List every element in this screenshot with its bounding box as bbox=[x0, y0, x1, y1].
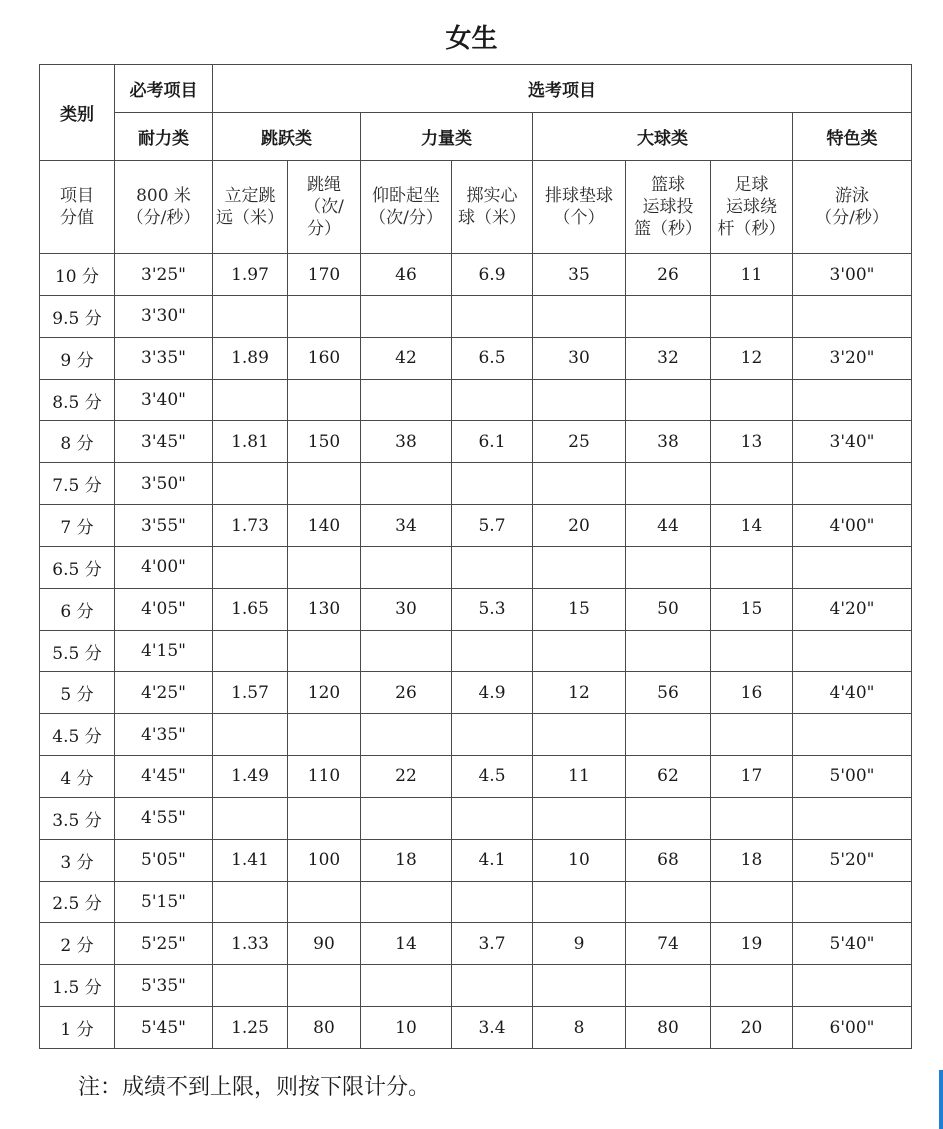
value-cell bbox=[452, 546, 533, 588]
value-cell bbox=[711, 714, 793, 756]
value-cell: 140 bbox=[288, 505, 361, 547]
score-cell: 6.5 分 bbox=[40, 546, 115, 588]
value-cell bbox=[213, 546, 288, 588]
item-soccer: 足球 运球绕 杆（秒） bbox=[711, 161, 793, 254]
value-cell bbox=[793, 546, 912, 588]
value-cell: 1.49 bbox=[213, 756, 288, 798]
value-cell bbox=[288, 463, 361, 505]
value-cell: 3'25" bbox=[115, 254, 213, 296]
value-cell: 10 bbox=[533, 839, 626, 881]
value-cell: 68 bbox=[626, 839, 711, 881]
item-volley: 排球垫球 （个） bbox=[533, 161, 626, 254]
value-cell: 74 bbox=[626, 923, 711, 965]
footnote: 注：成绩不到上限，则按下限计分。 bbox=[78, 1075, 431, 1100]
value-cell: 20 bbox=[711, 1007, 793, 1049]
value-cell: 9 bbox=[533, 923, 626, 965]
value-cell: 11 bbox=[711, 254, 793, 296]
item-swim: 游泳 （分/秒） bbox=[793, 161, 912, 254]
value-cell: 4'40" bbox=[793, 672, 912, 714]
value-cell bbox=[361, 295, 452, 337]
value-cell: 14 bbox=[361, 923, 452, 965]
value-cell bbox=[452, 797, 533, 839]
score-cell: 10 分 bbox=[40, 254, 115, 296]
table-row bbox=[40, 379, 912, 421]
value-cell bbox=[213, 463, 288, 505]
value-cell: 8 bbox=[533, 1007, 626, 1049]
value-cell: 56 bbox=[626, 672, 711, 714]
value-cell bbox=[288, 797, 361, 839]
value-cell bbox=[361, 379, 452, 421]
value-cell bbox=[711, 630, 793, 672]
value-cell: 120 bbox=[288, 672, 361, 714]
value-cell bbox=[288, 965, 361, 1007]
value-cell bbox=[213, 714, 288, 756]
score-cell: 7.5 分 bbox=[40, 463, 115, 505]
value-cell: 26 bbox=[361, 672, 452, 714]
value-cell bbox=[711, 797, 793, 839]
value-cell: 160 bbox=[288, 337, 361, 379]
value-cell bbox=[793, 881, 912, 923]
value-cell: 44 bbox=[626, 505, 711, 547]
value-cell: 62 bbox=[626, 756, 711, 798]
value-cell: 6'00" bbox=[793, 1007, 912, 1049]
value-cell bbox=[288, 295, 361, 337]
score-cell: 4.5 分 bbox=[40, 714, 115, 756]
value-cell bbox=[711, 965, 793, 1007]
value-cell: 4'55" bbox=[115, 797, 213, 839]
value-cell: 42 bbox=[361, 337, 452, 379]
value-cell: 3.7 bbox=[452, 923, 533, 965]
value-cell: 16 bbox=[711, 672, 793, 714]
value-cell: 4.5 bbox=[452, 756, 533, 798]
value-cell bbox=[213, 881, 288, 923]
value-cell: 3'00" bbox=[793, 254, 912, 296]
value-cell bbox=[533, 295, 626, 337]
value-cell: 10 bbox=[361, 1007, 452, 1049]
value-cell bbox=[711, 295, 793, 337]
value-cell: 25 bbox=[533, 421, 626, 463]
value-cell: 18 bbox=[361, 839, 452, 881]
value-cell: 5'25" bbox=[115, 923, 213, 965]
value-cell: 26 bbox=[626, 254, 711, 296]
value-cell bbox=[452, 463, 533, 505]
table-row bbox=[40, 463, 912, 505]
value-cell bbox=[793, 965, 912, 1007]
value-cell: 6.9 bbox=[452, 254, 533, 296]
value-cell bbox=[452, 965, 533, 1007]
item-medball: 掷实心 球（米） bbox=[452, 161, 533, 254]
table-row bbox=[40, 630, 912, 672]
value-cell bbox=[452, 630, 533, 672]
value-cell: 90 bbox=[288, 923, 361, 965]
value-cell bbox=[213, 379, 288, 421]
table-row bbox=[40, 546, 912, 588]
group-strength: 力量类 bbox=[361, 113, 533, 161]
score-cell: 9.5 分 bbox=[40, 295, 115, 337]
table-row bbox=[40, 672, 912, 714]
value-cell bbox=[626, 463, 711, 505]
value-cell: 30 bbox=[533, 337, 626, 379]
value-cell bbox=[288, 881, 361, 923]
value-cell: 1.41 bbox=[213, 839, 288, 881]
value-cell bbox=[361, 714, 452, 756]
score-cell: 3.5 分 bbox=[40, 797, 115, 839]
value-cell: 14 bbox=[711, 505, 793, 547]
value-cell: 18 bbox=[711, 839, 793, 881]
value-cell bbox=[288, 546, 361, 588]
table-row bbox=[40, 588, 912, 630]
value-cell bbox=[626, 714, 711, 756]
value-cell bbox=[288, 379, 361, 421]
value-cell: 50 bbox=[626, 588, 711, 630]
score-cell: 2 分 bbox=[40, 923, 115, 965]
group-ball: 大球类 bbox=[533, 113, 793, 161]
value-cell bbox=[213, 295, 288, 337]
value-cell bbox=[793, 714, 912, 756]
table-row bbox=[40, 797, 912, 839]
value-cell: 6.1 bbox=[452, 421, 533, 463]
value-cell bbox=[213, 965, 288, 1007]
value-cell: 4.9 bbox=[452, 672, 533, 714]
value-cell: 4'25" bbox=[115, 672, 213, 714]
score-cell: 5 分 bbox=[40, 672, 115, 714]
value-cell: 5'45" bbox=[115, 1007, 213, 1049]
item-header-row bbox=[40, 161, 912, 254]
table-row bbox=[40, 923, 912, 965]
item-basket: 篮球 运球投 篮（秒） bbox=[626, 161, 711, 254]
table-row bbox=[40, 1007, 912, 1049]
value-cell bbox=[626, 881, 711, 923]
value-cell: 110 bbox=[288, 756, 361, 798]
value-cell: 30 bbox=[361, 588, 452, 630]
value-cell: 5'40" bbox=[793, 923, 912, 965]
group-jump: 跳跃类 bbox=[213, 113, 361, 161]
value-cell: 1.33 bbox=[213, 923, 288, 965]
value-cell: 12 bbox=[711, 337, 793, 379]
group-special: 特色类 bbox=[793, 113, 912, 161]
value-cell: 1.97 bbox=[213, 254, 288, 296]
score-cell: 3 分 bbox=[40, 839, 115, 881]
value-cell: 5'15" bbox=[115, 881, 213, 923]
value-cell: 34 bbox=[361, 505, 452, 547]
item-score-label: 项目 分值 bbox=[40, 161, 115, 254]
value-cell bbox=[711, 463, 793, 505]
value-cell: 3'20" bbox=[793, 337, 912, 379]
value-cell bbox=[533, 546, 626, 588]
value-cell: 1.89 bbox=[213, 337, 288, 379]
value-cell: 5.7 bbox=[452, 505, 533, 547]
value-cell bbox=[626, 797, 711, 839]
value-cell bbox=[626, 965, 711, 1007]
value-cell: 13 bbox=[711, 421, 793, 463]
value-cell: 46 bbox=[361, 254, 452, 296]
optional-header: 选考项目 bbox=[213, 65, 912, 113]
value-cell bbox=[452, 295, 533, 337]
item-longjump: 立定跳 远（米） bbox=[213, 161, 288, 254]
value-cell: 11 bbox=[533, 756, 626, 798]
value-cell: 1.73 bbox=[213, 505, 288, 547]
value-cell bbox=[626, 295, 711, 337]
value-cell: 32 bbox=[626, 337, 711, 379]
score-cell: 5.5 分 bbox=[40, 630, 115, 672]
value-cell bbox=[626, 379, 711, 421]
value-cell: 80 bbox=[626, 1007, 711, 1049]
score-cell: 1 分 bbox=[40, 1007, 115, 1049]
value-cell bbox=[711, 546, 793, 588]
table-row bbox=[40, 839, 912, 881]
value-cell bbox=[361, 463, 452, 505]
table-row bbox=[40, 756, 912, 798]
value-cell bbox=[213, 797, 288, 839]
value-cell: 17 bbox=[711, 756, 793, 798]
value-cell: 3'35" bbox=[115, 337, 213, 379]
value-cell bbox=[361, 965, 452, 1007]
value-cell: 19 bbox=[711, 923, 793, 965]
value-cell: 3.4 bbox=[452, 1007, 533, 1049]
value-cell: 4'00" bbox=[793, 505, 912, 547]
score-cell: 6 分 bbox=[40, 588, 115, 630]
value-cell bbox=[533, 797, 626, 839]
value-cell bbox=[288, 714, 361, 756]
value-cell bbox=[452, 714, 533, 756]
value-cell: 4'45" bbox=[115, 756, 213, 798]
value-cell bbox=[361, 630, 452, 672]
value-cell bbox=[626, 546, 711, 588]
value-cell: 1.25 bbox=[213, 1007, 288, 1049]
value-cell bbox=[361, 546, 452, 588]
value-cell bbox=[533, 965, 626, 1007]
value-cell: 4.1 bbox=[452, 839, 533, 881]
score-cell: 7 分 bbox=[40, 505, 115, 547]
item-situp: 仰卧起坐 （次/分） bbox=[361, 161, 452, 254]
value-cell bbox=[711, 881, 793, 923]
value-cell: 5'35" bbox=[115, 965, 213, 1007]
table-row bbox=[40, 337, 912, 379]
value-cell: 5'00" bbox=[793, 756, 912, 798]
score-table bbox=[39, 64, 912, 1049]
value-cell bbox=[533, 463, 626, 505]
value-cell: 22 bbox=[361, 756, 452, 798]
value-cell: 12 bbox=[533, 672, 626, 714]
value-cell: 4'20" bbox=[793, 588, 912, 630]
value-cell bbox=[288, 630, 361, 672]
value-cell: 38 bbox=[626, 421, 711, 463]
value-cell: 6.5 bbox=[452, 337, 533, 379]
table-row bbox=[40, 254, 912, 296]
value-cell: 80 bbox=[288, 1007, 361, 1049]
value-cell bbox=[452, 881, 533, 923]
score-cell: 9 分 bbox=[40, 337, 115, 379]
value-cell bbox=[793, 630, 912, 672]
table-row bbox=[40, 965, 912, 1007]
value-cell: 130 bbox=[288, 588, 361, 630]
value-cell: 15 bbox=[533, 588, 626, 630]
value-cell bbox=[533, 714, 626, 756]
value-cell: 20 bbox=[533, 505, 626, 547]
value-cell bbox=[361, 797, 452, 839]
value-cell bbox=[533, 881, 626, 923]
value-cell: 4'00" bbox=[115, 546, 213, 588]
value-cell bbox=[793, 379, 912, 421]
value-cell bbox=[711, 379, 793, 421]
value-cell: 5'20" bbox=[793, 839, 912, 881]
category-header: 类别 bbox=[40, 65, 115, 161]
score-cell: 8 分 bbox=[40, 421, 115, 463]
value-cell bbox=[533, 379, 626, 421]
page-title: 女生 bbox=[445, 24, 498, 54]
value-cell: 3'50" bbox=[115, 463, 213, 505]
value-cell: 15 bbox=[711, 588, 793, 630]
value-cell: 1.65 bbox=[213, 588, 288, 630]
table-row bbox=[40, 421, 912, 463]
value-cell: 35 bbox=[533, 254, 626, 296]
value-cell: 170 bbox=[288, 254, 361, 296]
score-cell: 2.5 分 bbox=[40, 881, 115, 923]
item-run800: 800 米 （分/秒） bbox=[115, 161, 213, 254]
value-cell bbox=[626, 630, 711, 672]
score-cell: 4 分 bbox=[40, 756, 115, 798]
item-rope: 跳绳 （次/ 分） bbox=[288, 161, 361, 254]
required-header: 必考项目 bbox=[115, 65, 213, 113]
value-cell: 3'30" bbox=[115, 295, 213, 337]
value-cell: 4'35" bbox=[115, 714, 213, 756]
value-cell: 150 bbox=[288, 421, 361, 463]
value-cell bbox=[793, 463, 912, 505]
score-cell: 8.5 分 bbox=[40, 379, 115, 421]
group-endurance: 耐力类 bbox=[115, 113, 213, 161]
value-cell: 38 bbox=[361, 421, 452, 463]
table-row bbox=[40, 295, 912, 337]
value-cell bbox=[533, 630, 626, 672]
value-cell: 100 bbox=[288, 839, 361, 881]
value-cell: 1.57 bbox=[213, 672, 288, 714]
value-cell: 3'40" bbox=[793, 421, 912, 463]
score-cell: 1.5 分 bbox=[40, 965, 115, 1007]
table-row bbox=[40, 881, 912, 923]
value-cell: 5'05" bbox=[115, 839, 213, 881]
value-cell: 5.3 bbox=[452, 588, 533, 630]
value-cell: 4'15" bbox=[115, 630, 213, 672]
value-cell bbox=[213, 630, 288, 672]
value-cell: 1.81 bbox=[213, 421, 288, 463]
value-cell bbox=[361, 881, 452, 923]
edge-strip bbox=[939, 1070, 943, 1129]
table-row bbox=[40, 505, 912, 547]
table-row bbox=[40, 714, 912, 756]
value-cell bbox=[452, 379, 533, 421]
value-cell bbox=[793, 797, 912, 839]
value-cell: 3'55" bbox=[115, 505, 213, 547]
value-cell: 4'05" bbox=[115, 588, 213, 630]
value-cell: 3'40" bbox=[115, 379, 213, 421]
value-cell: 3'45" bbox=[115, 421, 213, 463]
value-cell bbox=[793, 295, 912, 337]
